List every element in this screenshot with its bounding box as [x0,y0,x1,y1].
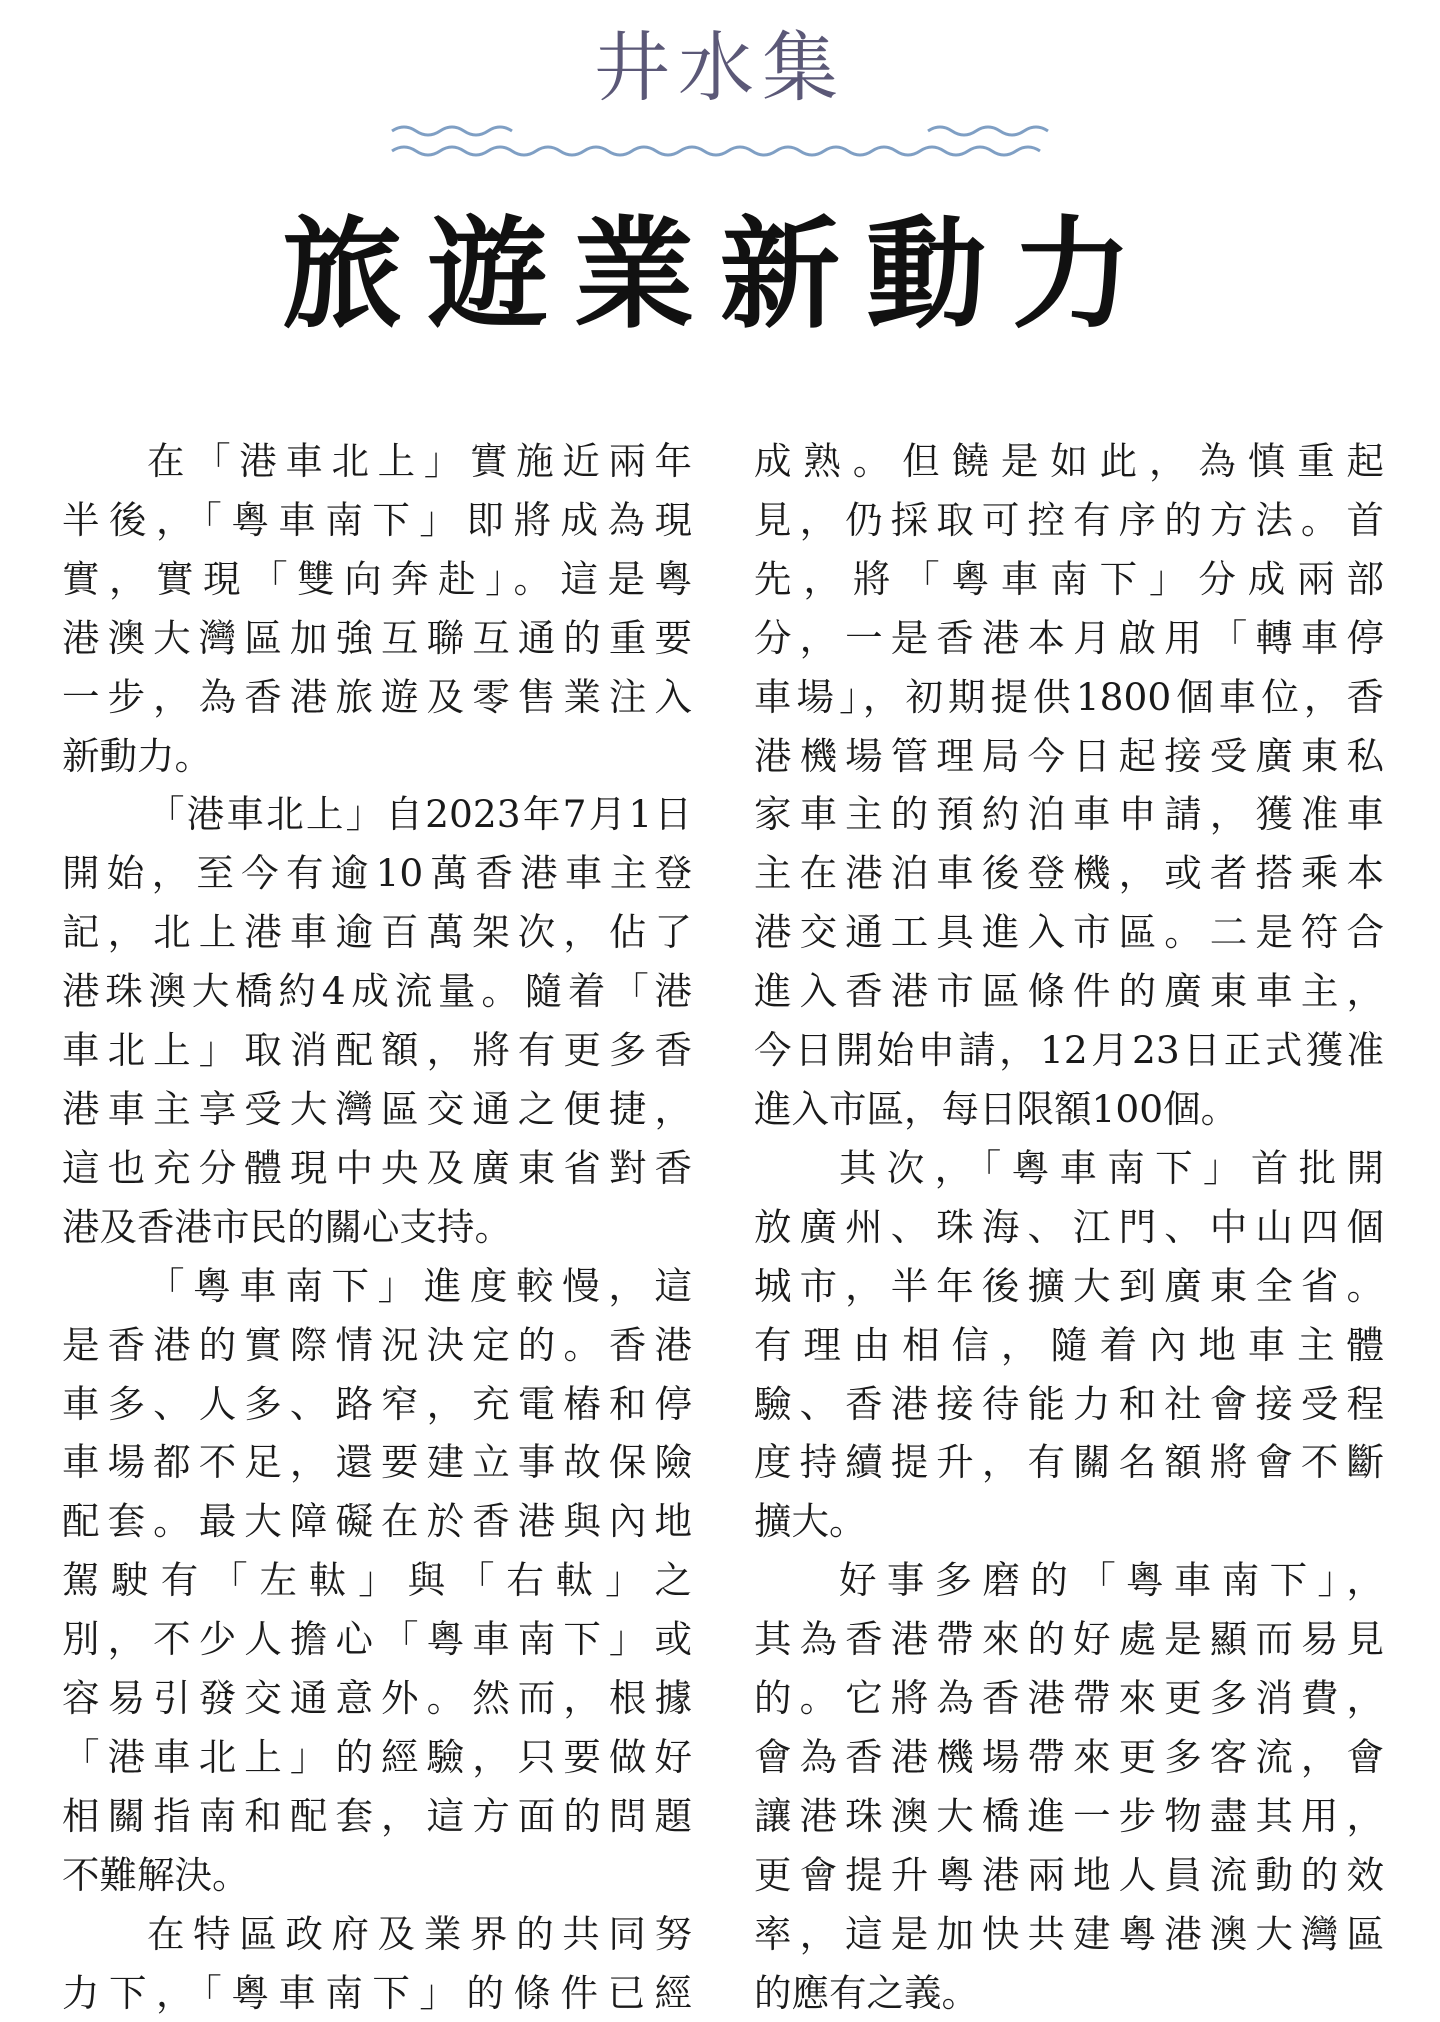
article-line: 在特區政府及業界的共同努 [147,1911,692,1956]
wave-ornament-lower [392,147,1040,155]
column-title: 井水集 [594,23,846,112]
article-line: 「粵車南下」進度較慢，這 [147,1263,692,1308]
article-line: 度持續提升，有關名額將會不斷 [754,1440,1384,1485]
article-line: 進入香港市區條件的廣東車主， [754,969,1384,1014]
article-line: 的。它將為香港帶來更多消費， [754,1676,1384,1721]
article-line: 更會提升粵港兩地人員流動的效 [754,1852,1384,1897]
wave-ornament-upper-right [928,127,1048,135]
article-line: 放廣州、珠海、江門、中山四個 [754,1204,1384,1249]
article-right-column [754,432,1384,2022]
article-line: 港珠澳大橋約4成流量。隨着「港 [62,969,692,1014]
article-line: 駕駛有「左軚」與「右軚」之 [62,1558,692,1603]
article-line: 驗、香港接待能力和社會接受程 [754,1381,1384,1426]
article-line: 率，這是加快共建粵港澳大灣區 [754,1911,1384,1956]
article-line: 家車主的預約泊車申請，獲准車 [754,792,1384,837]
headline: 旅遊業新動力 [282,204,1158,345]
wave-ornament [0,118,1440,168]
article-line: 不難解決。 [62,1852,250,1897]
article-line: 配套。最大障礙在於香港與內地 [62,1499,692,1544]
article-line: 分，一是香港本月啟用「轉車停 [754,615,1384,660]
article-line: 港車主享受大灣區交通之便捷， [62,1086,692,1131]
article-line: 是香港的實際情況決定的。香港 [62,1322,692,1367]
article-line: 成熟。但饒是如此，為慎重起 [754,439,1384,483]
article-line: 半後，「粵車南下」即將成為現 [62,497,692,542]
article-line: 實，實現「雙向奔赴」。這是粵 [62,556,692,601]
article-line: 其次，「粵車南下」首批開 [839,1145,1384,1190]
article-line: 好事多磨的「粵車南下」， [839,1558,1384,1603]
article-line: 今日開始申請，12月23日正式獲准 [754,1028,1384,1073]
article-line: 的應有之義。 [754,1970,979,2015]
article-line: 會為香港機場帶來更多客流，會 [754,1734,1384,1779]
article-line: 有理由相信，隨着內地車主體 [754,1322,1384,1367]
article-line: 別，不少人擔心「粵車南下」或 [62,1617,692,1662]
article-line: 車北上」取消配額，將有更多香 [62,1028,692,1073]
article-line: 「港車北上」自2023年7月1日 [147,792,692,837]
article-line: 其為香港帶來的好處是顯而易見 [754,1617,1384,1662]
article-line: 新動力。 [62,733,212,778]
article-line: 見，仍採取可控有序的方法。首 [754,497,1384,542]
article-line: 一步，為香港旅遊及零售業注入 [62,674,692,719]
article-line: 港澳大灣區加強互聯互通的重要 [62,615,692,660]
article-line: 車多、人多、路窄，充電樁和停 [62,1381,692,1426]
article-line: 容易引發交通意外。然而，根據 [62,1676,692,1721]
article-line: 進入市區，每日限額100個。 [754,1086,1239,1131]
article-line: 記，北上港車逾百萬架次，佔了 [62,910,692,955]
article-line: 車場」，初期提供1800個車位，香 [754,674,1384,719]
article-line: 力下，「粵車南下」的條件已經 [62,1970,692,2015]
article-line: 先，將「粵車南下」分成兩部 [754,556,1384,601]
article-line: 港機場管理局今日起接受廣東私 [754,733,1384,778]
article-line: 港及香港市民的關心支持。 [62,1204,512,1249]
article-line: 港交通工具進入市區。二是符合 [754,910,1384,955]
article-line: 車場都不足，還要建立事故保險 [62,1440,692,1485]
article-line: 在「港車北上」實施近兩年 [147,439,692,483]
article-line: 主在港泊車後登機，或者搭乘本 [754,851,1384,896]
article-line: 擴大。 [754,1499,867,1544]
article-line: 相關指南和配套，這方面的問題 [62,1793,692,1838]
article-line: 城市，半年後擴大到廣東全省。 [754,1263,1384,1308]
article-left-column [62,432,692,2022]
article-line: 讓港珠澳大橋進一步物盡其用， [754,1793,1384,1838]
article-line: 這也充分體現中央及廣東省對香 [62,1145,692,1190]
article-line: 「港車北上」的經驗，只要做好 [62,1734,692,1779]
wave-ornament-upper-left [392,127,512,135]
article-line: 開始，至今有逾10萬香港車主登 [62,851,692,896]
